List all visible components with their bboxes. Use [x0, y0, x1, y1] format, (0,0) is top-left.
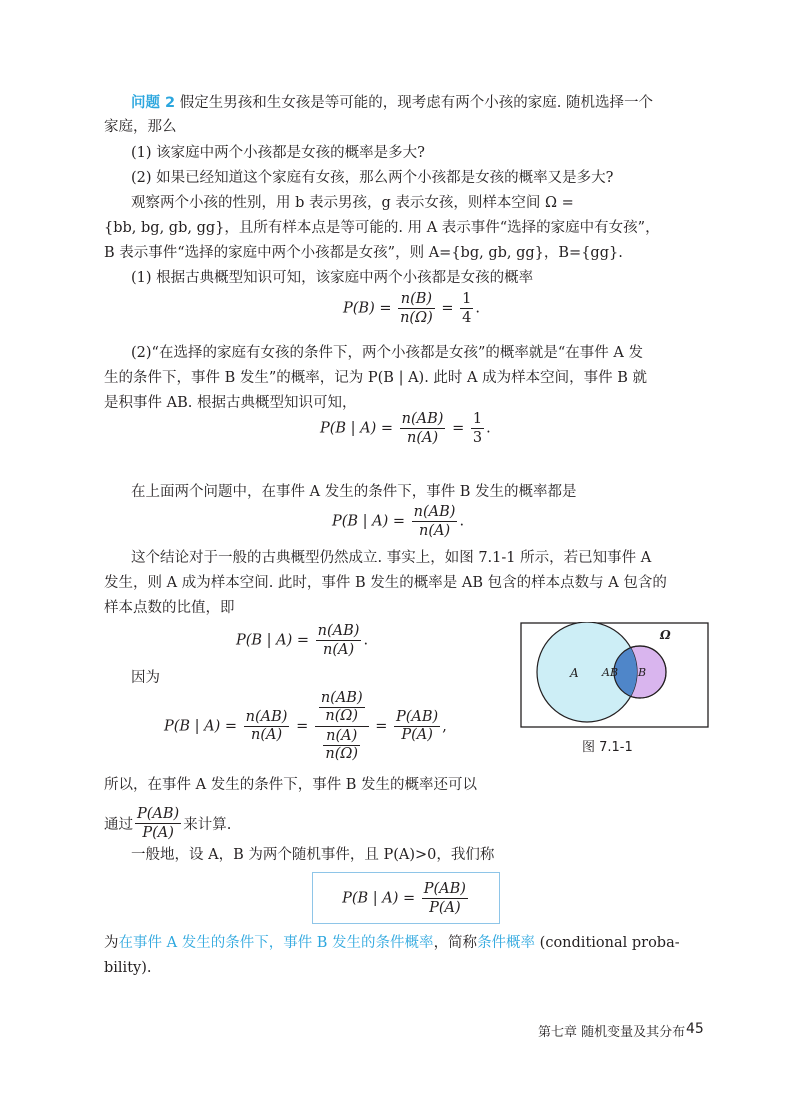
fraction: [135, 805, 181, 842]
ab-label: AB: [602, 666, 619, 679]
equals-sign: =: [452, 420, 465, 437]
text-mid: ，简称: [433, 935, 478, 951]
question-2: (2) 如果已经知道这个家庭有女孩，那么两个小孩都是女孩的概率又是多大?: [131, 170, 614, 186]
numerator: 1: [472, 411, 483, 427]
equation-lhs: P(B | A) =: [342, 890, 416, 906]
so-line-1: 所以，在事件 A 发生的条件下，事件 B 发生的概率还可以: [104, 777, 478, 793]
period: .: [363, 632, 369, 649]
problem-text: 假定生男孩和生女孩是等可能的，现考虑有两个小孩的家庭. 随机选择一个: [179, 95, 653, 111]
definition-line-2: bility).: [104, 960, 152, 976]
equation-lhs: P(B) =: [343, 300, 392, 317]
comma: ,: [442, 718, 447, 735]
question-1: (1) 该家庭中两个小孩都是女孩的概率是多大?: [131, 145, 425, 161]
b-label: B: [638, 666, 647, 679]
so-line-2: [104, 805, 231, 842]
because-label: 因为: [131, 670, 160, 686]
equation-lhs: P(B | A) =: [164, 718, 238, 735]
period: .: [486, 420, 491, 437]
observe-line-2: {bb, bg, gb, gg}，且所有样本点是等可能的. 用 A 表示事件“选择的家庭中有女孩”，: [104, 220, 660, 236]
denominator: 3: [472, 430, 483, 446]
general-line-1: 这个结论对于一般的古典概型仍然成立. 事实上，如图 7.1-1 所示，若已知事件 A: [131, 550, 652, 566]
omega-label: Ω: [660, 628, 671, 642]
equals-sign: =: [441, 300, 454, 317]
general-line-2: 发生，则 A 成为样本空间. 此时，事件 B 发生的概率是 AB 包含的样本点数与 A 包含的: [104, 575, 667, 591]
definition-equation: [342, 880, 470, 917]
denominator: n(A): [407, 430, 439, 446]
fraction-value: [471, 410, 484, 447]
summary-equation: [332, 503, 464, 540]
definition-intro: 一般地，设 A，B 为两个随机事件，且 P(A)>0，我们称: [131, 847, 495, 863]
problem-line-1: [131, 93, 653, 113]
denominator: 4: [462, 310, 472, 326]
equals-sign: =: [375, 718, 388, 735]
fraction: [244, 709, 290, 744]
summary-line-1: 在上面两个问题中，在事件 A 发生的条件下，事件 B 发生的概率都是: [131, 484, 577, 500]
inner-fraction-numerator: [319, 690, 365, 725]
numerator: n(AB): [401, 411, 444, 427]
numerator: n(B): [400, 291, 433, 307]
part1-equation: [343, 290, 480, 327]
denominator: n(Ω): [325, 746, 359, 762]
denominator: n(Ω): [400, 310, 433, 326]
figure-caption: 图 7.1-1: [582, 740, 633, 755]
denominator: n(A): [419, 523, 451, 539]
equals-sign: =: [296, 718, 309, 735]
numerator: P(AB): [137, 806, 180, 822]
numerator: n(AB): [413, 504, 456, 520]
equation-lhs: P(B | A) =: [332, 513, 406, 530]
compound-fraction: [315, 690, 369, 763]
problem-line-2: 家庭，那么: [104, 119, 177, 135]
general-equation: [236, 622, 368, 659]
fraction: [398, 290, 435, 327]
denominator: P(A): [142, 825, 174, 841]
fraction: [316, 622, 362, 659]
denominator: n(A): [251, 727, 283, 743]
observe-line-3: B 表示事件“选择的家庭中两个小孩都是女孩”，则 A={bg, gb, gg}，B={gg}.: [104, 245, 623, 261]
text-prefix: 通过: [104, 817, 133, 833]
general-line-3: 样本点数的比值，即: [104, 600, 235, 616]
numerator: 1: [462, 291, 472, 307]
fraction: [400, 410, 446, 447]
observe-line-1: 观察两个小孩的性别，用 b 表示男孩，g 表示女孩，则样本空间 Ω =: [131, 195, 574, 211]
numerator: P(AB): [395, 709, 439, 725]
chapter-title: 第七章 随机变量及其分布: [538, 1025, 686, 1040]
inner-fraction-denominator: [323, 728, 360, 763]
numerator: n(A): [326, 728, 358, 744]
definition-formula-box: [312, 872, 500, 924]
denominator: n(Ω): [325, 708, 359, 724]
part2-line-3: 是积事件 AB. 根据古典概型知识可知，: [104, 395, 357, 411]
fraction: [422, 880, 468, 917]
term-conditional-probability: 条件概率: [477, 935, 536, 951]
denominator: n(A): [323, 642, 355, 658]
numerator: n(AB): [320, 690, 363, 706]
numerator: P(AB): [423, 880, 466, 897]
part1-text: (1) 根据古典概型知识可知，该家庭中两个小孩都是女孩的概率: [131, 270, 534, 286]
numerator: n(AB): [317, 623, 360, 639]
a-label: A: [570, 666, 579, 680]
part2-line-1: (2)“在选择的家庭有女孩的条件下，两个小孩都是女孩”的概率就是“在事件 A 发: [131, 345, 643, 361]
part2-line-2: 生的条件下，事件 B 发生”的概率，记为 P(B | A). 此时 A 成为样本空间，事件 B 就: [104, 370, 647, 386]
period: .: [475, 300, 480, 317]
fraction: [394, 709, 440, 744]
english-term: (conditional proba-: [539, 935, 680, 951]
venn-diagram: [520, 622, 709, 728]
fraction: [412, 503, 458, 540]
page-number: 45: [686, 1021, 704, 1037]
denominator: P(A): [401, 727, 433, 743]
definition-line-1: [104, 933, 680, 953]
problem-label: 问题 2: [131, 95, 176, 111]
part2-equation: [320, 410, 491, 447]
fraction-value: [460, 290, 473, 327]
text-prefix: 为: [104, 935, 119, 951]
numerator: n(AB): [245, 709, 288, 725]
denominator: P(A): [429, 899, 461, 916]
text-suffix: 来计算.: [183, 817, 232, 833]
equation-lhs: P(B | A) =: [236, 632, 310, 649]
period: .: [459, 513, 465, 530]
equation-lhs: P(B | A) =: [320, 420, 394, 437]
because-equation: [164, 690, 447, 763]
term-conditional-probability-full: 在事件 A 发生的条件下，事件 B 发生的条件概率: [118, 935, 434, 951]
